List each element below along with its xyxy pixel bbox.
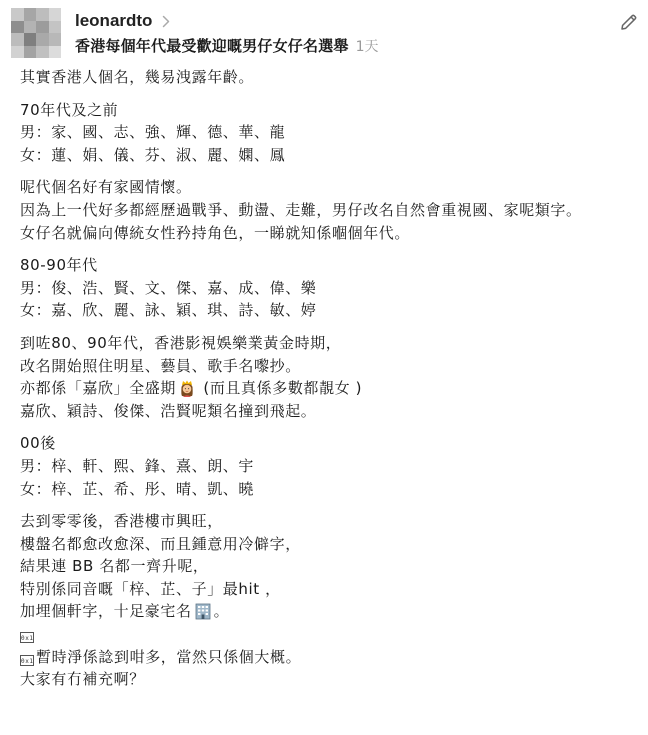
chevron-right-icon[interactable] xyxy=(160,14,172,28)
female-names-00s: 女：梓、芷、希、彤、晴、凱、曉 xyxy=(20,479,255,498)
intro-text: 其實香港人個名，幾易洩露年齡。 xyxy=(20,68,255,86)
edit-button[interactable] xyxy=(618,11,640,33)
male-names-80s-90s: 男：俊、浩、賢、文、傑、嘉、成、偉、樂 xyxy=(20,278,317,297)
section-heading-00s: 00後 xyxy=(20,434,56,453)
paragraph-text: 加埋個軒字，十足豪宅名 xyxy=(20,602,192,621)
paragraph-line: 呢代個名好有家國情懷。 xyxy=(20,178,192,197)
control-character-glyph: 0x1 xyxy=(20,655,34,666)
male-names-70s: 男：家、國、志、強、輝、德、華、龍 xyxy=(20,123,286,142)
paragraph-line: 改名開始照住明星、藝員、歌手名嚟抄。 xyxy=(20,356,301,375)
paragraph-line: 特別係同音嘅「梓、芷、子」最hit ， xyxy=(20,579,281,598)
paragraph-line: 女仔名就偏向傳統女性矜持角色，一睇就知係嗰個年代。 xyxy=(20,223,411,242)
username[interactable]: leonardto xyxy=(75,11,153,30)
control-character-glyph: 0x1 xyxy=(20,632,34,643)
paragraph-line: 大家有冇補充啊？ xyxy=(20,670,145,689)
paragraph-text: 亦都係「嘉欣」全盛期 xyxy=(20,379,177,398)
paragraph-line: 嘉欣、穎詩、俊傑、浩賢呢類名撞到飛起。 xyxy=(20,401,317,420)
post-body xyxy=(20,66,640,691)
female-names-70s: 女：蓮、娟、儀、芬、淑、麗、嫻、鳳 xyxy=(20,145,286,164)
section-heading-70s: 70年代及之前 xyxy=(20,100,119,119)
person-with-crown-emoji xyxy=(178,379,196,397)
paragraph-line: 去到零零後，香港樓市興旺， xyxy=(20,512,223,531)
post-header xyxy=(0,0,648,62)
paragraph-text: 暫時淨係諗到咁多，當然只係個大概。 xyxy=(36,647,302,666)
post-title-row xyxy=(75,35,379,56)
post-timestamp: 1天 xyxy=(355,39,379,55)
paragraph-text: 。 xyxy=(213,602,230,621)
female-names-80s-90s: 女：嘉、欣、麗、詠、穎、琪、詩、敏、婷 xyxy=(20,301,317,320)
paragraph-line xyxy=(20,600,640,623)
pencil-icon xyxy=(619,12,639,32)
author-row[interactable] xyxy=(75,10,172,32)
control-character-line xyxy=(20,623,640,646)
paragraph-line xyxy=(20,646,640,669)
paragraph-line: 結果連 BB 名都一齊升呢， xyxy=(20,557,209,576)
paragraph-line: 到咗80、90年代，香港影視娛樂業黃金時期， xyxy=(20,333,342,352)
post-title: 香港每個年代最受歡迎嘅男仔女仔名選舉 xyxy=(75,37,349,55)
paragraph-line: 樓盤名都愈改愈深、而且鍾意用冷僻字， xyxy=(20,534,301,553)
office-building-emoji xyxy=(194,602,212,620)
paragraph-line xyxy=(20,377,640,400)
paragraph-line: 因為上一代好多都經歷過戰爭、動盪、走難，男仔改名自然會重視國、家呢類字。 xyxy=(20,200,582,219)
male-names-00s: 男：梓、軒、熙、鋒、熹、朗、宇 xyxy=(20,456,255,475)
avatar[interactable] xyxy=(11,8,61,58)
paragraph-text: (而且真係多數都靚女 ) xyxy=(198,379,363,398)
section-heading-80s-90s: 80-90年代 xyxy=(20,256,98,275)
